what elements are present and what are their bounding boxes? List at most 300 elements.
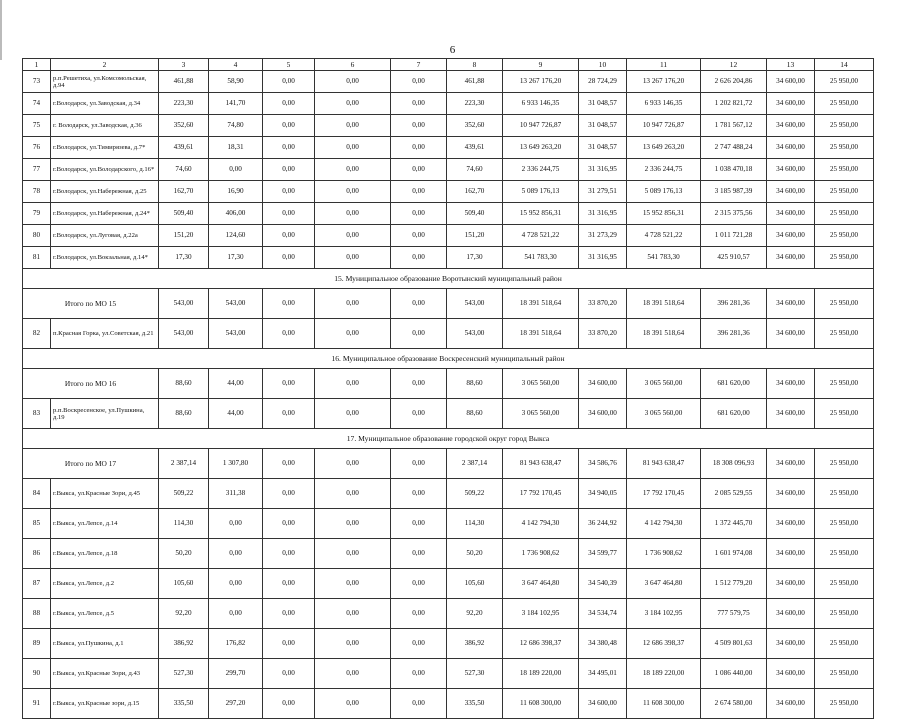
value-c6: 0,00 (315, 599, 391, 629)
value-c11: 2 336 244,75 (627, 159, 701, 181)
value-c12: 425 910,57 (701, 247, 767, 269)
column-header-14: 14 (815, 59, 874, 71)
value-c11: 10 947 726,87 (627, 115, 701, 137)
value-c5: 0,00 (263, 203, 315, 225)
value-c3: 105,60 (159, 569, 209, 599)
total-c9: 81 943 638,47 (503, 449, 579, 479)
address-cell: г.Володарск, ул.Володарского, д.16* (51, 159, 159, 181)
address-cell: р.п.Решетиха, ул.Комсомольская, д.94 (51, 71, 159, 93)
value-c10: 33 870,20 (579, 319, 627, 349)
address-cell: г.Выкса, ул.Красные Зори, д.45 (51, 479, 159, 509)
value-c5: 0,00 (263, 689, 315, 719)
value-c7: 0,00 (391, 539, 447, 569)
value-c4: 58,90 (209, 71, 263, 93)
value-c3: 223,30 (159, 93, 209, 115)
value-c12: 2 674 580,00 (701, 689, 767, 719)
value-c6: 0,00 (315, 247, 391, 269)
value-c4: 141,70 (209, 93, 263, 115)
value-c9: 18 189 220,00 (503, 659, 579, 689)
section-total-row (23, 369, 874, 399)
value-c14: 25 950,00 (815, 479, 874, 509)
value-c11: 13 649 263,20 (627, 137, 701, 159)
total-c3: 88,60 (159, 369, 209, 399)
value-c4: 0,00 (209, 569, 263, 599)
total-c4: 543,00 (209, 289, 263, 319)
value-c6: 0,00 (315, 181, 391, 203)
address-cell: г.Выкса, ул.Красные зори, д.15 (51, 689, 159, 719)
row-number: 82 (23, 319, 51, 349)
value-c14: 25 950,00 (815, 509, 874, 539)
address-cell: г.Володарск, ул.Вокзальная, д.14* (51, 247, 159, 269)
value-c8: 439,61 (447, 137, 503, 159)
value-c10: 36 244,92 (579, 509, 627, 539)
value-c13: 34 600,00 (767, 629, 815, 659)
value-c13: 34 600,00 (767, 115, 815, 137)
value-c6: 0,00 (315, 225, 391, 247)
value-c5: 0,00 (263, 225, 315, 247)
total-c11: 81 943 638,47 (627, 449, 701, 479)
value-c3: 509,22 (159, 479, 209, 509)
value-c5: 0,00 (263, 659, 315, 689)
table-row (23, 599, 874, 629)
value-c12: 2 626 204,86 (701, 71, 767, 93)
column-header-1: 1 (23, 59, 51, 71)
value-c3: 88,60 (159, 399, 209, 429)
value-c5: 0,00 (263, 629, 315, 659)
total-c13: 34 600,00 (767, 449, 815, 479)
table-row (23, 159, 874, 181)
total-c6: 0,00 (315, 369, 391, 399)
value-c9: 4 728 521,22 (503, 225, 579, 247)
value-c8: 74,60 (447, 159, 503, 181)
row-number: 88 (23, 599, 51, 629)
column-header-5: 5 (263, 59, 315, 71)
value-c9: 12 686 398,37 (503, 629, 579, 659)
value-c13: 34 600,00 (767, 203, 815, 225)
section-title-row (23, 349, 874, 369)
total-c12: 396 281,36 (701, 289, 767, 319)
value-c10: 31 048,57 (579, 115, 627, 137)
row-number: 87 (23, 569, 51, 599)
value-c13: 34 600,00 (767, 93, 815, 115)
column-header-7: 7 (391, 59, 447, 71)
value-c8: 543,00 (447, 319, 503, 349)
value-c8: 223,30 (447, 93, 503, 115)
value-c6: 0,00 (315, 319, 391, 349)
total-c11: 18 391 518,64 (627, 289, 701, 319)
total-c14: 25 950,00 (815, 449, 874, 479)
value-c4: 16,90 (209, 181, 263, 203)
value-c13: 34 600,00 (767, 399, 815, 429)
value-c9: 15 952 856,31 (503, 203, 579, 225)
column-header-10: 10 (579, 59, 627, 71)
value-c6: 0,00 (315, 115, 391, 137)
value-c4: 44,00 (209, 399, 263, 429)
value-c12: 1 086 440,00 (701, 659, 767, 689)
value-c14: 25 950,00 (815, 539, 874, 569)
row-number: 84 (23, 479, 51, 509)
row-number: 83 (23, 399, 51, 429)
value-c3: 50,20 (159, 539, 209, 569)
total-c5: 0,00 (263, 449, 315, 479)
value-c9: 2 336 244,75 (503, 159, 579, 181)
row-number: 76 (23, 137, 51, 159)
register-body (23, 71, 874, 719)
value-c5: 0,00 (263, 509, 315, 539)
value-c11: 6 933 146,35 (627, 93, 701, 115)
value-c5: 0,00 (263, 479, 315, 509)
value-c12: 396 281,36 (701, 319, 767, 349)
value-c3: 461,88 (159, 71, 209, 93)
value-c13: 34 600,00 (767, 689, 815, 719)
row-number: 80 (23, 225, 51, 247)
value-c10: 31 316,95 (579, 159, 627, 181)
value-c10: 34 540,39 (579, 569, 627, 599)
value-c9: 13 649 263,20 (503, 137, 579, 159)
value-c10: 31 279,51 (579, 181, 627, 203)
value-c8: 461,88 (447, 71, 503, 93)
total-c10: 33 870,20 (579, 289, 627, 319)
value-c3: 527,30 (159, 659, 209, 689)
value-c4: 543,00 (209, 319, 263, 349)
value-c6: 0,00 (315, 93, 391, 115)
value-c14: 25 950,00 (815, 71, 874, 93)
value-c8: 386,92 (447, 629, 503, 659)
value-c7: 0,00 (391, 509, 447, 539)
value-c6: 0,00 (315, 479, 391, 509)
value-c12: 681 620,00 (701, 399, 767, 429)
table-row (23, 539, 874, 569)
column-header-2: 2 (51, 59, 159, 71)
value-c3: 74,60 (159, 159, 209, 181)
value-c5: 0,00 (263, 319, 315, 349)
value-c10: 34 534,74 (579, 599, 627, 629)
value-c12: 1 781 567,12 (701, 115, 767, 137)
value-c12: 777 579,75 (701, 599, 767, 629)
value-c8: 509,22 (447, 479, 503, 509)
value-c10: 31 316,95 (579, 247, 627, 269)
table-row (23, 479, 874, 509)
value-c7: 0,00 (391, 319, 447, 349)
value-c14: 25 950,00 (815, 247, 874, 269)
value-c10: 34 599,77 (579, 539, 627, 569)
table-row (23, 93, 874, 115)
value-c4: 17,30 (209, 247, 263, 269)
table-row (23, 509, 874, 539)
address-cell: г.Володарск, ул.Луговая, д.22а (51, 225, 159, 247)
section-title: 15. Муниципальное образование Воротынский муниципальный район (23, 269, 874, 289)
value-c6: 0,00 (315, 569, 391, 599)
value-c7: 0,00 (391, 629, 447, 659)
value-c12: 1 512 779,20 (701, 569, 767, 599)
address-cell: г.Выкса, ул.Лепсе, д.5 (51, 599, 159, 629)
value-c5: 0,00 (263, 137, 315, 159)
row-number: 86 (23, 539, 51, 569)
value-c5: 0,00 (263, 71, 315, 93)
row-number: 73 (23, 71, 51, 93)
value-c12: 2 085 529,55 (701, 479, 767, 509)
total-c14: 25 950,00 (815, 289, 874, 319)
value-c9: 541 783,30 (503, 247, 579, 269)
value-c12: 1 202 821,72 (701, 93, 767, 115)
value-c10: 31 316,95 (579, 203, 627, 225)
value-c9: 11 608 300,00 (503, 689, 579, 719)
value-c7: 0,00 (391, 479, 447, 509)
value-c3: 151,20 (159, 225, 209, 247)
value-c6: 0,00 (315, 509, 391, 539)
value-c13: 34 600,00 (767, 659, 815, 689)
value-c4: 0,00 (209, 539, 263, 569)
value-c6: 0,00 (315, 539, 391, 569)
value-c8: 105,60 (447, 569, 503, 599)
section-total-label: Итого по МО 17 (23, 449, 159, 479)
value-c6: 0,00 (315, 159, 391, 181)
total-c7: 0,00 (391, 449, 447, 479)
column-header-6: 6 (315, 59, 391, 71)
value-c3: 352,60 (159, 115, 209, 137)
section-title-row (23, 269, 874, 289)
total-c8: 88,60 (447, 369, 503, 399)
value-c11: 4 142 794,30 (627, 509, 701, 539)
section-total-label: Итого по МО 16 (23, 369, 159, 399)
total-c13: 34 600,00 (767, 289, 815, 319)
value-c13: 34 600,00 (767, 319, 815, 349)
section-total-row (23, 449, 874, 479)
value-c14: 25 950,00 (815, 225, 874, 247)
total-c5: 0,00 (263, 289, 315, 319)
value-c12: 3 185 987,39 (701, 181, 767, 203)
value-c7: 0,00 (391, 71, 447, 93)
section-title-row (23, 429, 874, 449)
total-c4: 1 307,80 (209, 449, 263, 479)
value-c8: 335,50 (447, 689, 503, 719)
row-number: 77 (23, 159, 51, 181)
value-c9: 4 142 794,30 (503, 509, 579, 539)
value-c9: 5 089 176,13 (503, 181, 579, 203)
total-c8: 2 387,14 (447, 449, 503, 479)
value-c8: 162,70 (447, 181, 503, 203)
value-c14: 25 950,00 (815, 399, 874, 429)
value-c10: 34 600,00 (579, 689, 627, 719)
value-c14: 25 950,00 (815, 159, 874, 181)
value-c10: 31 048,57 (579, 137, 627, 159)
value-c6: 0,00 (315, 659, 391, 689)
table-row (23, 247, 874, 269)
value-c7: 0,00 (391, 689, 447, 719)
address-cell: г.Володарск, ул.Набережная, д.24* (51, 203, 159, 225)
address-cell: г. Володарск, ул.Заводская, д.36 (51, 115, 159, 137)
value-c4: 176,82 (209, 629, 263, 659)
value-c12: 4 509 801,63 (701, 629, 767, 659)
table-row (23, 71, 874, 93)
value-c9: 6 933 146,35 (503, 93, 579, 115)
value-c4: 0,00 (209, 159, 263, 181)
value-c3: 439,61 (159, 137, 209, 159)
value-c12: 1 011 721,28 (701, 225, 767, 247)
row-number: 78 (23, 181, 51, 203)
value-c11: 13 267 176,20 (627, 71, 701, 93)
value-c4: 18,31 (209, 137, 263, 159)
value-c9: 18 391 518,64 (503, 319, 579, 349)
table-row (23, 203, 874, 225)
total-c6: 0,00 (315, 449, 391, 479)
value-c8: 527,30 (447, 659, 503, 689)
section-total-label: Итого по МО 15 (23, 289, 159, 319)
section-title: 17. Муниципальное образование городской округ город Выкса (23, 429, 874, 449)
value-c14: 25 950,00 (815, 629, 874, 659)
value-c5: 0,00 (263, 399, 315, 429)
total-c3: 2 387,14 (159, 449, 209, 479)
value-c8: 151,20 (447, 225, 503, 247)
total-c14: 25 950,00 (815, 369, 874, 399)
value-c13: 34 600,00 (767, 247, 815, 269)
column-header-8: 8 (447, 59, 503, 71)
address-cell: р.п.Воскресенское, ул.Пушкина, д.19 (51, 399, 159, 429)
value-c10: 34 495,01 (579, 659, 627, 689)
value-c13: 34 600,00 (767, 539, 815, 569)
column-number-header-row (23, 59, 874, 71)
value-c11: 17 792 170,45 (627, 479, 701, 509)
value-c10: 31 273,29 (579, 225, 627, 247)
address-cell: г.Выкса, ул.Красные Зори, д.43 (51, 659, 159, 689)
row-number: 90 (23, 659, 51, 689)
page-number: 6 (449, 44, 456, 56)
value-c3: 335,50 (159, 689, 209, 719)
value-c4: 74,80 (209, 115, 263, 137)
address-cell: г.Володарск, ул.Тимирязева, д.7* (51, 137, 159, 159)
value-c13: 34 600,00 (767, 509, 815, 539)
value-c5: 0,00 (263, 159, 315, 181)
value-c11: 3 065 560,00 (627, 399, 701, 429)
column-header-13: 13 (767, 59, 815, 71)
value-c3: 543,00 (159, 319, 209, 349)
value-c13: 34 600,00 (767, 71, 815, 93)
row-number: 74 (23, 93, 51, 115)
value-c7: 0,00 (391, 599, 447, 629)
value-c5: 0,00 (263, 569, 315, 599)
value-c4: 299,70 (209, 659, 263, 689)
total-c12: 18 308 096,93 (701, 449, 767, 479)
value-c11: 3 647 464,80 (627, 569, 701, 599)
table-row (23, 659, 874, 689)
value-c7: 0,00 (391, 115, 447, 137)
value-c6: 0,00 (315, 203, 391, 225)
value-c14: 25 950,00 (815, 93, 874, 115)
value-c4: 0,00 (209, 509, 263, 539)
column-header-12: 12 (701, 59, 767, 71)
table-row (23, 629, 874, 659)
value-c6: 0,00 (315, 399, 391, 429)
total-c9: 3 065 560,00 (503, 369, 579, 399)
table-row (23, 115, 874, 137)
value-c12: 2 315 375,56 (701, 203, 767, 225)
value-c3: 162,70 (159, 181, 209, 203)
value-c14: 25 950,00 (815, 569, 874, 599)
column-header-4: 4 (209, 59, 263, 71)
column-header-9: 9 (503, 59, 579, 71)
value-c14: 25 950,00 (815, 203, 874, 225)
value-c9: 1 736 908,62 (503, 539, 579, 569)
value-c5: 0,00 (263, 599, 315, 629)
value-c10: 34 600,00 (579, 399, 627, 429)
value-c7: 0,00 (391, 225, 447, 247)
total-c3: 543,00 (159, 289, 209, 319)
value-c10: 28 724,29 (579, 71, 627, 93)
value-c12: 1 372 445,70 (701, 509, 767, 539)
total-c5: 0,00 (263, 369, 315, 399)
value-c13: 34 600,00 (767, 225, 815, 247)
total-c4: 44,00 (209, 369, 263, 399)
value-c14: 25 950,00 (815, 115, 874, 137)
address-cell: г.Выкса, ул.Лепсе, д.2 (51, 569, 159, 599)
value-c13: 34 600,00 (767, 137, 815, 159)
total-c6: 0,00 (315, 289, 391, 319)
row-number: 91 (23, 689, 51, 719)
value-c4: 124,60 (209, 225, 263, 247)
value-c10: 31 048,57 (579, 93, 627, 115)
value-c7: 0,00 (391, 247, 447, 269)
value-c14: 25 950,00 (815, 319, 874, 349)
table-row (23, 181, 874, 203)
value-c10: 34 940,05 (579, 479, 627, 509)
value-c9: 17 792 170,45 (503, 479, 579, 509)
value-c8: 88,60 (447, 399, 503, 429)
value-c13: 34 600,00 (767, 159, 815, 181)
value-c7: 0,00 (391, 203, 447, 225)
value-c14: 25 950,00 (815, 689, 874, 719)
value-c4: 0,00 (209, 599, 263, 629)
value-c11: 541 783,30 (627, 247, 701, 269)
value-c8: 50,20 (447, 539, 503, 569)
total-c11: 3 065 560,00 (627, 369, 701, 399)
value-c14: 25 950,00 (815, 137, 874, 159)
value-c8: 92,20 (447, 599, 503, 629)
value-c13: 34 600,00 (767, 599, 815, 629)
address-cell: г.Выкса, ул.Лепсе, д.18 (51, 539, 159, 569)
value-c6: 0,00 (315, 71, 391, 93)
value-c9: 3 065 560,00 (503, 399, 579, 429)
value-c8: 114,30 (447, 509, 503, 539)
value-c5: 0,00 (263, 247, 315, 269)
value-c5: 0,00 (263, 93, 315, 115)
value-c5: 0,00 (263, 539, 315, 569)
row-number: 85 (23, 509, 51, 539)
value-c5: 0,00 (263, 115, 315, 137)
address-cell: г.Володарск, ул.Заводская, д.34 (51, 93, 159, 115)
value-c11: 3 184 102,95 (627, 599, 701, 629)
table-row (23, 689, 874, 719)
value-c11: 18 391 518,64 (627, 319, 701, 349)
total-c8: 543,00 (447, 289, 503, 319)
value-c7: 0,00 (391, 659, 447, 689)
value-c14: 25 950,00 (815, 181, 874, 203)
value-c13: 34 600,00 (767, 479, 815, 509)
value-c6: 0,00 (315, 689, 391, 719)
value-c12: 1 601 974,08 (701, 539, 767, 569)
value-c6: 0,00 (315, 137, 391, 159)
row-number: 79 (23, 203, 51, 225)
address-cell: п.Красная Горка, ул.Советская, д.21 (51, 319, 159, 349)
value-c7: 0,00 (391, 569, 447, 599)
address-cell: г.Выкса, ул.Пушкина, д.1 (51, 629, 159, 659)
total-c9: 18 391 518,64 (503, 289, 579, 319)
total-c13: 34 600,00 (767, 369, 815, 399)
value-c7: 0,00 (391, 159, 447, 181)
total-c10: 34 600,00 (579, 369, 627, 399)
column-header-11: 11 (627, 59, 701, 71)
value-c5: 0,00 (263, 181, 315, 203)
total-c7: 0,00 (391, 289, 447, 319)
